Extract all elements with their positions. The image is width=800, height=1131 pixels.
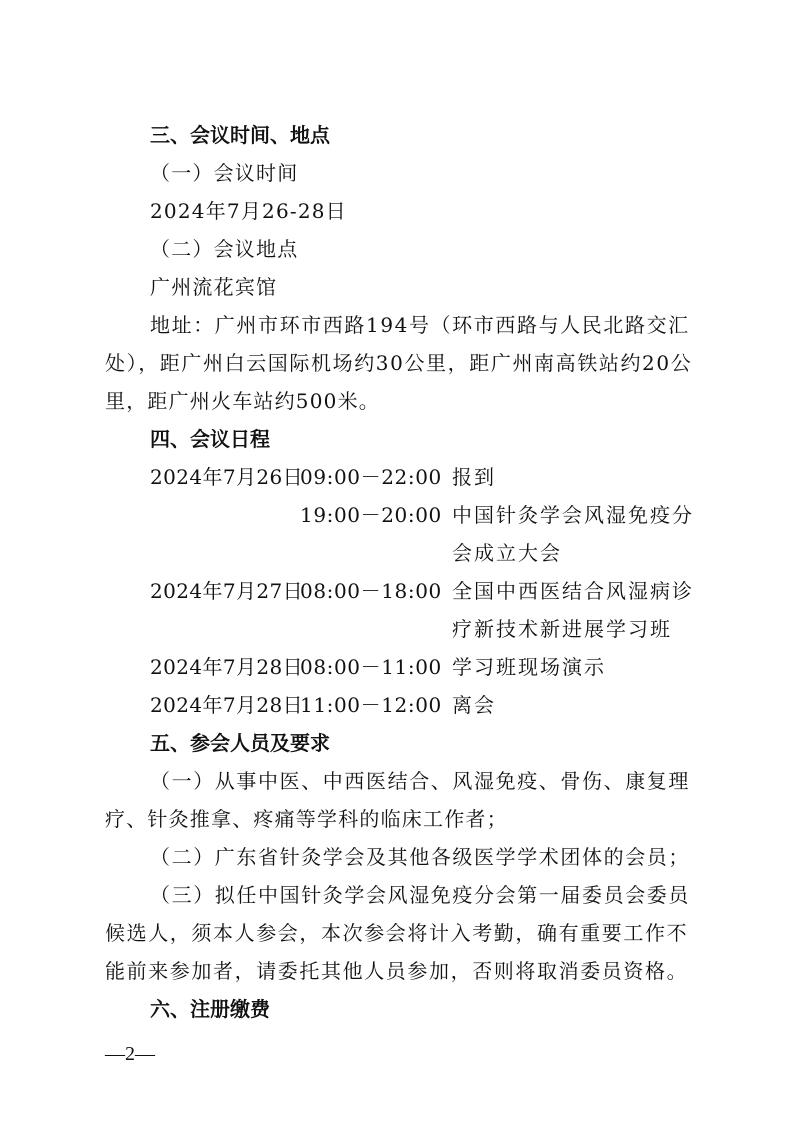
agenda-event-continued: 疗新技术新进展学习班 (452, 617, 672, 641)
agenda-time: 19:00－20:00 (300, 503, 442, 527)
agenda-time: 08:00－11:00 (300, 655, 442, 679)
agenda-event-continued: 会成立大会 (452, 541, 562, 565)
agenda-date: 2024年7月26日 (150, 465, 304, 489)
agenda-event: 报到 (452, 465, 496, 489)
meeting-place-value: 广州流花宾馆 (150, 275, 278, 299)
agenda-event: 全国中西医结合风湿病诊 (452, 579, 694, 603)
section-heading-attendees: 五、参会人员及要求 (150, 731, 330, 755)
section-heading-meeting-time-place: 三、会议时间、地点 (150, 123, 330, 147)
agenda-date: 2024年7月27日 (150, 579, 304, 603)
agenda-time: 08:00－18:00 (300, 579, 442, 603)
subheading-meeting-time: （一）会议时间 (150, 161, 299, 185)
attendee-item-2-line-1: （二）广东省针灸学会及其他各级医学学术团体的会员； (150, 845, 690, 869)
agenda-event: 学习班现场演示 (452, 655, 606, 679)
address-line-1: 地址：广州市环市西路194号（环市西路与人民北路交汇 (150, 313, 690, 337)
agenda-date: 2024年7月28日 (150, 655, 304, 679)
agenda-time: 09:00－22:00 (300, 465, 442, 489)
agenda-event: 离会 (452, 693, 496, 717)
address-line-2: 处），距广州白云国际机场约30公里，距广州南高铁站约20公 (105, 351, 693, 375)
attendee-item-1-line-2: 疗、针灸推拿、疼痛等学科的临床工作者； (105, 807, 508, 831)
subheading-meeting-place: （二）会议地点 (150, 237, 299, 261)
attendee-item-1-line-1: （一）从事中医、中西医结合、风湿免疫、骨伤、康复理 (150, 769, 690, 793)
page-number: —2— (105, 1043, 155, 1065)
section-heading-agenda: 四、会议日程 (150, 427, 270, 451)
meeting-time-value: 2024年7月26-28日 (150, 199, 347, 223)
agenda-date: 2024年7月28日 (150, 693, 304, 717)
agenda-event: 中国针灸学会风湿免疫分 (452, 503, 694, 527)
attendee-item-3-line-3: 能前来参加者，请委托其他人员参加，否则将取消委员资格。 (105, 959, 689, 983)
attendee-item-3-line-1: （三）拟任中国针灸学会风湿免疫分会第一届委员会委员 (150, 883, 690, 907)
attendee-item-3-line-2: 候选人，须本人参会，本次参会将计入考勤，确有重要工作不 (105, 921, 689, 945)
section-heading-registration-fee: 六、注册缴费 (150, 997, 270, 1021)
agenda-time: 11:00－12:00 (300, 693, 442, 717)
address-line-3: 里，距广州火车站约500米。 (105, 389, 380, 413)
